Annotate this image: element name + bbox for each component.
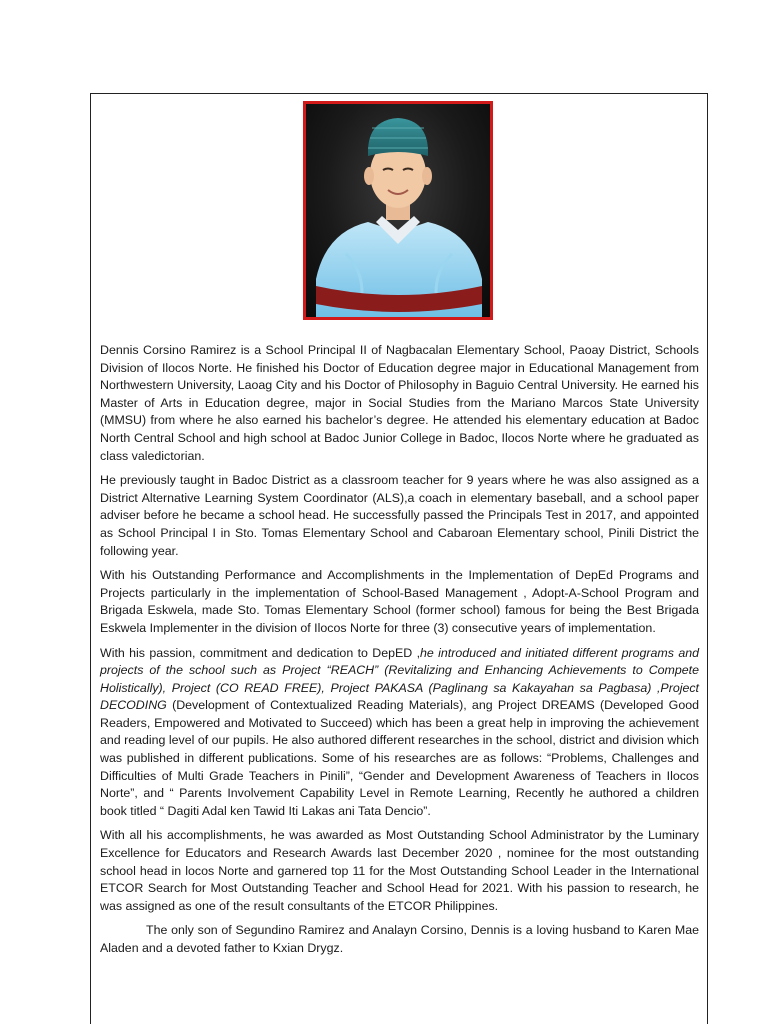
bio-paragraph-6: The only son of Segundino Ramirez and Analayn Corsino, Dennis is a loving husband to Karen Mae Aladen and a devoted father to Kxian Drygz. xyxy=(100,923,699,955)
bio-paragraph-2: He previously taught in Badoc District as a classroom teacher for 9 years where he was also assigned as a District Alternative Learning System Coordinator (ALS),a coach in elementary baseball, and a school paper adviser before he became a school head. He successfully passed the Principals Test in 2017, and appointed as School Principal I in Sto. Tomas Elementary School and Cabaroan Elementary school, Pinili District the following year. xyxy=(100,473,699,558)
bio-paragraph-4 xyxy=(100,645,699,821)
bio-paragraph-5: With all his accomplishments, he was awarded as Most Outstanding School Administrator by the Luminary Excellence for Educators and Research Awards last December 2020 , nominee for the most outstanding school head in locos Norte and garnered top 11 for the Most Outstanding School Leader in the International ETCOR Search for Most Outstanding Teacher and School Head for 2021. With his passion to research, he was assigned as one of the result consultants of the ETCOR Philippines. xyxy=(100,828,699,913)
portrait-photo xyxy=(303,101,493,320)
bio-paragraph-4-lead: With his passion, commitment and dedication to DepED , xyxy=(100,645,421,660)
bio-paragraph-4-rest: (Development of Contextualized Reading Materials), ang Project DREAMS (Developed Good Readers, Empowered and Motivated to Succeed) which has been a great help in improving the achievement and reading level of our pupils. He also authored different researches in the school, district and division which was published in different publications. Some of his researches are as follows: “Problems, Challenges and Difficulties of Multi Grade Teachers in Pinili”, “Gender and Development Awareness of Teachers in Ilocos Norte”, and “ Parents Involvement Capability Level in Remote Learning, Recently he authored a children book titled “ Dagiti Adal ken Tawid Iti Lakas ani Tata Dencio”. xyxy=(100,698,699,818)
bio-paragraph-4-italic: he introduced and initiated different programs and projects of the school such as Project “REACH” (Revitalizing and Enhancing Achievements to Compete Holistically), Project (CO READ FREE), Project PAKASA (Paglinang sa Kakayahan sa Pagbasa) ,Project DECODING xyxy=(100,645,699,713)
document-page xyxy=(90,93,708,1024)
biography-text xyxy=(100,342,699,965)
person-portrait-icon xyxy=(306,104,490,317)
bio-paragraph-1: Dennis Corsino Ramirez is a School Principal II of Nagbacalan Elementary School, Paoay District, Schools Division of Ilocos Norte. He finished his Doctor of Education degree major in Educational Management from Northwestern University, Laoag City and his Doctor of Philosophy in Baguio Central University. He earned his Master of Arts in Education degree, major in Social Studies from the Mariano Marcos State University (MMSU) from where he also earned his bachelor’s degree. He attended his elementary education at Badoc North Central School and high school at Badoc Junior College in Badoc, Ilocos Norte where he graduated as class valedictorian. xyxy=(100,343,699,463)
bio-paragraph-3: With his Outstanding Performance and Accomplishments in the Implementation of DepEd Programs and Projects particularly in the implementation of School-Based Management , Adopt-A-School Program and Brigada Eskwela, made Sto. Tomas Elementary School (former school) famous for being the Best Brigada Eskwela Implementer in the division of Ilocos Norte for three (3) consecutive years of implementation. xyxy=(100,568,699,635)
